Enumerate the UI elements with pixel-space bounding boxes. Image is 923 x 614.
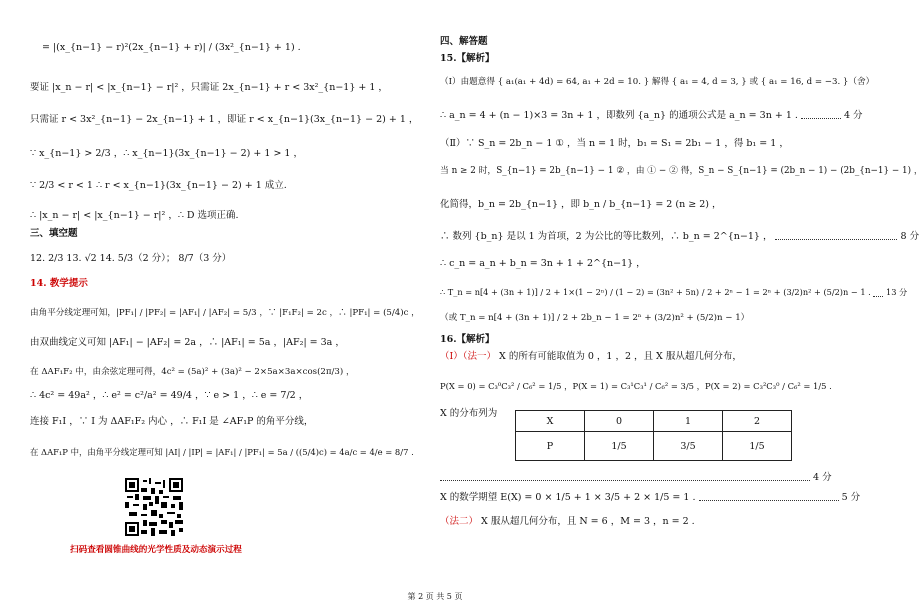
q15-line-an-text: ∴ a_n = 4 + (n − 1)×3 = 3n + 1 ，即数列 {a_n} 的通项公式是 a_n = 3n + 1 . <box>440 110 798 121</box>
table-cell: 0 <box>585 411 654 432</box>
q15-line-geometric-text: ∴ 数列 {b_n} 是以 1 为首项，2 为公比的等比数列，∴ b_n = 2^{n−1} ， <box>440 231 773 242</box>
q16-expectation <box>440 492 860 504</box>
section-heading-solve: 四、解答题 <box>440 36 488 47</box>
table-cell: P <box>516 432 585 461</box>
score-label: 8 分 <box>900 231 920 242</box>
formula-line-2: 要证 |x_n − r| < |x_{n−1} − r|² ，只需证 2x_{n−1} + r < 3x²_{n−1} + 1 ， <box>30 82 388 93</box>
qr-code-icon[interactable] <box>125 478 183 536</box>
table-cell: 3/5 <box>654 432 723 461</box>
q15-line-bn: （Ⅱ）∵ S_n = 2b_n − 1 ① ，当 n = 1 时，b₁ = S₁ = 2b₁ − 1 ，得 b₁ = 1 ， <box>440 138 789 149</box>
table-cell: 2 <box>723 411 792 432</box>
method-one-text: X 的所有可能取值为 0 ，1 ，2 ，且 X 服从超几何分布， <box>496 351 742 362</box>
formula-line-4: ∵ x_{n−1} > 2/3 ，∴ x_{n−1}(3x_{n−1} − 2) + 1 > 1 ， <box>30 148 303 159</box>
formula-line-5: ∵ 2/3 < r < 1 ∴ r < x_{n−1}(3x_{n−1} − 2) + 1 成立. <box>30 180 287 191</box>
formula-line-11: 由双曲线定义可知 |AF₁| − |AF₂| = 2a ，∴ |AF₁| = 5a ，|AF₂| = 3a ， <box>30 337 345 348</box>
dotted-leader <box>801 112 841 119</box>
formula-line-13: ∴ 4c² = 49a² ，∴ e² = c²/a² = 49/4 ，∵ e > 1 ，∴ e = 7/2 ， <box>30 390 309 401</box>
table-cell: 1 <box>654 411 723 432</box>
q16-expectation-text: X 的数学期望 E(X) = 0 × 1/5 + 1 × 3/5 + 2 × 1/5 = 1 . <box>440 492 696 503</box>
q15-line-geometric <box>440 231 919 243</box>
q15-line-tn <box>440 286 907 298</box>
q16-method-one <box>440 351 742 363</box>
formula-line-6: ∴ |x_n − r| < |x_{n−1} − r|² ，∴ D 选项正确. <box>30 210 239 221</box>
formula-line-14: 连接 F₁I ，∵ I 为 ΔAF₁F₂ 内心 ，∴ F₁I 是 ∠AF₁P 的角平分线， <box>30 416 314 427</box>
q16-probabilities: P(X = 0) = C₃⁰C₃² / C₆² = 1/5 ，P(X = 1) = C₃¹C₃¹ / C₆² = 3/5 ，P(X = 2) = C₃²C₃⁰ / C₆² = 1/5 . <box>440 381 832 391</box>
formula-line-3: 只需证 r < 3x²_{n−1} − 2x_{n−1} + 1 ，即证 r < x_{n−1}(3x_{n−1} − 2) + 1 ， <box>30 114 419 125</box>
formula-line-15: 在 ΔAF₁P 中，由角平分线定理可知 |AI| / |IP| = |AF₁| / |PF₁| = 5a / ((5/4)c) = 4a/c = 4/e = 8/7 . <box>30 447 414 457</box>
table-cell: X <box>516 411 585 432</box>
q15-heading: 15.【解析】 <box>440 53 495 64</box>
score-label: 4 分 <box>843 110 863 121</box>
q16-method-two <box>440 516 695 528</box>
q15-line-alt: （或 T_n = n[4 + (3n + 1)] / 2 + 2b_n − 1 = 2ⁿ + (3/2)n² + (5/2)n − 1） <box>440 313 750 323</box>
score-label: 4 分 <box>813 472 832 483</box>
q15-line-an <box>440 110 863 122</box>
teaching-tip-heading: 14. 教学提示 <box>30 278 88 289</box>
q16-score-line <box>440 472 832 484</box>
score-label: 13 分 <box>885 287 908 297</box>
q16-heading: 16.【解析】 <box>440 334 495 345</box>
method-one-label: （Ⅰ）（法一） <box>440 351 497 362</box>
formula-line-1: = |(x_{n−1} − r)²(2x_{n−1} + r)| / (3x²_{n−1} + 1) . <box>42 42 301 53</box>
formula-line-12: 在 ΔAF₁F₂ 中，由余弦定理可得，4c² = (5a)² + (3a)² − 2×5a×3a×cos(2π/3) ， <box>30 367 355 377</box>
table-row <box>516 432 792 461</box>
dotted-leader <box>873 290 883 297</box>
method-two-label: （法二） <box>440 516 479 527</box>
q15-line-sub: 当 n ≥ 2 时，S_{n−1} = 2b_{n−1} − 1 ② ，由 ① − ② 得，S_n − S_{n−1} = (2b_n − 1) − (2b_{n−1} − 1) ， <box>440 166 923 176</box>
q15-line-cn: ∴ c_n = a_n + b_n = 3n + 1 + 2^{n−1} ， <box>440 258 646 269</box>
table-cell: 1/5 <box>585 432 654 461</box>
dotted-leader <box>440 474 810 481</box>
qr-caption: 扫码查看圆锥曲线的光学性质及动态演示过程 <box>70 545 242 555</box>
table-row <box>516 411 792 432</box>
page-number: 第 2 页 共 5 页 <box>407 592 463 601</box>
score-label: 5 分 <box>841 492 861 503</box>
table-cell: 1/5 <box>723 432 792 461</box>
dotted-leader <box>699 494 839 501</box>
q15-system: （Ⅰ）由题意得 { a₁(a₁ + 4d) = 64, a₁ + 2d = 10. } 解得 { a₁ = 4, d = 3, } 或 { a₁ = 16, d = −3. }（舍） <box>440 77 875 87</box>
section-heading-fill-blank: 三、填空题 <box>30 228 78 239</box>
answers-line: 12. 2/3 13. √2 14. 5/3（2 分）； 8/7（3 分） <box>30 253 232 264</box>
q16-dist-label: X 的分布列为 <box>440 408 498 419</box>
distribution-table <box>515 410 792 461</box>
q15-line-simplify: 化简得，b_n = 2b_{n−1} ，即 b_n / b_{n−1} = 2 (n ≥ 2) ， <box>440 199 722 210</box>
dotted-leader <box>775 233 897 240</box>
q15-line-tn-text: ∴ T_n = n[4 + (3n + 1)] / 2 + 1×(1 − 2ⁿ) / (1 − 2) = (3n² + 5n) / 2 + 2ⁿ − 1 = 2ⁿ + (3/2)n² + (5/2)n − 1 . <box>440 287 871 297</box>
formula-line-10: 由角平分线定理可知，|PF₁| / |PF₂| = |AF₁| / |AF₂| = 5/3 ，∵ |F₁F₂| = 2c ，∴ |PF₁| = (5/4)c ， <box>30 308 420 318</box>
method-two-text: X 服从超几何分布，且 N = 6 ，M = 3 ，n = 2 . <box>478 516 695 527</box>
